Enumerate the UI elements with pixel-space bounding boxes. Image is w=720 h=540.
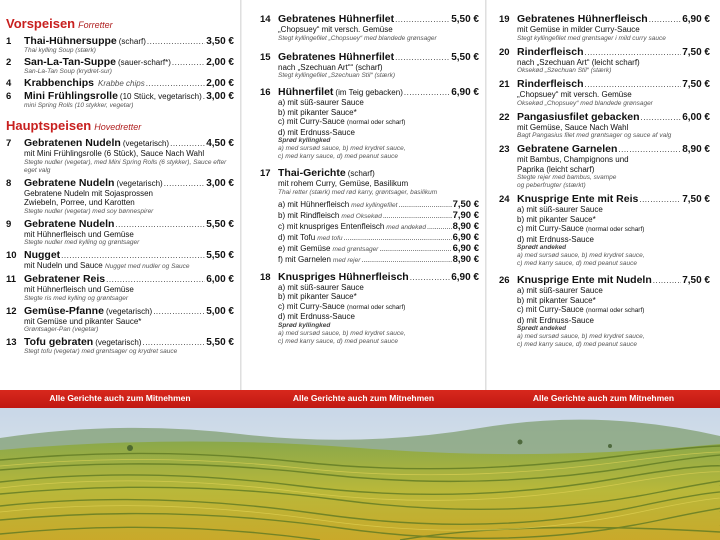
menu-option: c) mit knuspriges Entenfleisch med andekød ..... 8,90 €	[278, 222, 479, 233]
menu-item: 13 Tofu gebraten (vegetarisch) ..... 5,50 € Stegt tofu (vegetar) med grøntsager og krydret sauce	[6, 337, 234, 356]
banner-text: Alle Gerichte auch zum Mitnehmen	[49, 393, 191, 403]
menu-item: 1 Thai-Hühnersuppe (scharf) ..... 3,50 € Thai kylling Soup (stærk)	[6, 36, 234, 55]
section-heading-hauptspeisen: Hauptspeisen Hovedretter	[6, 118, 142, 133]
menu-item: 2 San-La-Tan-Suppe (sauer-scharf*) ..... 2,00 € San-La-Tan Soup (krydret-sur)	[6, 57, 234, 76]
menu-item: 4 Krabbenchips Krabbe chips ..... 2,00 €	[6, 78, 234, 89]
rice-terrace-photo	[0, 408, 720, 540]
menu-item: 14 Gebratenes Hühnerfilet ..... 5,50 € „Chopsuey“ mit versch. Gemüse Stegt kyllingefilet „Chopsuey“ med blandede grønsager	[260, 14, 479, 43]
section-heading-vorspeisen: Vorspeisen Forretter	[6, 16, 113, 31]
menu-item: 18 Knuspriges Hühnerfleisch ..... 6,90 € a) mit süß-saurer Sauce b) mit pikanter Sauce* c) mit Curry-Sauce (normal oder scharf) d) mit Erdnuss-Sauce Sprød kyllingked a) med sursød sauce, b) med krydret sauce, c) med karry sauce, d) med peanut sauce	[260, 272, 479, 346]
banner-text: Alle Gerichte auch zum Mitnehmen	[532, 393, 675, 403]
menu-item: 11 Gebratener Reis ..... 6,00 € mit Hühnerfleisch und Gemüse Stegte ris med kylling og grøntsager	[6, 274, 234, 303]
menu-item: 9 Gebratene Nudeln ..... 5,50 € mit Hühnerfleisch und Gemüse Stegte nudler med kylling og grøntsager	[6, 219, 234, 248]
menu-item: 20 Rinderfleisch ..... 7,50 € nach „Szechuan Art“ (leicht scharf) Oksekød „Szechuan Stil“ (stærk)	[499, 47, 710, 76]
menu-item: 16 Hühnerfilet (im Teig gebacken) ..... 6,90 € a) mit süß-saurer Sauce b) mit pikanter Sauce* c) mit Curry-Sauce (normal oder scharf) d) mit Erdnuss-Sauce Sprød kyllingked a) med sursød sauce, b) med krydret sauce, c) med karry sauce, d) med peanut sauce	[260, 87, 479, 161]
menu-option: b) mit Rindfleisch med Oksekød ..... 7,90 €	[278, 211, 479, 222]
menu-item: 10 Nugget ..... 5,50 € mit Nudeln und Sauce Nugget med nudler og Sauce	[6, 250, 234, 271]
menu-option: f) mit Garnelen med rejer ..... 8,90 €	[278, 255, 479, 266]
menu-item: 19 Gebratenes Hühnerfleisch ..... 6,90 € mit Gemüse in milder Curry-Sauce Stegt kyllingefilet med grøntsager i mild curry sauce	[499, 14, 710, 43]
menu-item: 8 Gebratene Nudeln (vegetarisch) ..... 3,00 € Gebratene Nudeln mit Sojasprossen Zwiebeln, Porree, und Karotten Stegte nudler (vegetar) med soy bønnespirer	[6, 178, 234, 216]
menu-item: 24 Knusprige Ente mit Reis ..... 7,50 € a) mit süß-saurer Sauce b) mit pikanter Sauce* c) mit Curry-Sauce (normal oder scharf) d) mit Erdnuss-Sauce Sprødt andeked a) med sursød sauce, b) med krydret sauce, c) med karry sauce, d) med peanut sauce	[499, 194, 710, 268]
menu-column-right	[487, 0, 720, 390]
menu-option: d) mit Tofu med tofu ..... 6,90 €	[278, 233, 479, 244]
menu-item: 22 Pangasiusfilet gebacken ..... 6,00 € mit Gemüse, Sauce Nach Wahl Bagt Pangasius filet med grøntsager og sauce af valg	[499, 112, 710, 141]
menu-item: 15 Gebratenes Hühnerfilet ..... 5,50 € nach „Szechuan Art““ (scharf) Stegt kyllingefilet „Szechuan Stil“ (stærk)	[260, 52, 479, 81]
menu-column-left	[0, 0, 240, 390]
menu-item: 7 Gebratenen Nudeln (vegetarisch) ..... 4,50 € mit Mini Frühlingsrolle (6 Stück), Sauce Nach Wahl Stegte nudler (vegetar), med Mini Spring Rolls (6 stykker), Sauce efter eget valg	[6, 138, 234, 175]
menu-item: 23 Gebratene Garnelen ..... 8,90 € mit Bambus, Champignons und Paprika (leicht scharf) Stegte rejer med bambus, svampe og peberfrugter (stærkt)	[499, 144, 710, 190]
menu-item: 17 Thai-Gerichte (scharf) mit rohem Curry, Gemüse, Basilikum Thai retter (stærk) med rød karry, grøntsager, basilikum a) mit Hühnerfleisch med kyllingefilet ..... 7,50 € b) mit Rindfleisch med Oksekød ..... 7,90 € c) mit knuspriges Entenfleisch med andekød ..... 8,90 € d) mit Tofu med tofu ..... 6,90 € e) mit Gemüse med grøntsager ..... 6,90 € f) mit Garnelen med rejer ..... 8,90 €	[260, 168, 479, 266]
menu-column-middle	[242, 0, 485, 390]
menu-option: e) mit Gemüse med grøntsager ..... 6,90 €	[278, 244, 479, 255]
takeaway-banner	[0, 390, 720, 408]
menu-item: 6 Mini Frühlingsrolle (10 Stück, vegetarisch) ..... 3,00 € mini Spring Rolls (10 stykker, vegetar)	[6, 91, 234, 110]
menu-item: 12 Gemüse-Pfanne (vegetarisch) ..... 5,00 € mit Gemüse und pikanter Sauce* Grøntsager-Pan (vegetar)	[6, 306, 234, 335]
menu-item: 26 Knusprige Ente mit Nudeln ..... 7,50 € a) mit süß-saurer Sauce b) mit pikanter Sauce* c) mit Curry-Sauce (normal oder scharf) d) mit Erdnuss-Sauce Sprødt andeked a) med sursød sauce, b) med krydret sauce, c) med karry sauce, d) med peanut sauce	[499, 275, 710, 349]
banner-text: Alle Gerichte auch zum Mitnehmen	[292, 393, 435, 403]
rice-terrace-image	[0, 408, 720, 540]
menu-item: 21 Rinderfleisch ..... 7,50 € „Chopsuey“ mit versch. Gemüse Oksekød „Chopsuey“ med blandede grønsager	[499, 79, 710, 108]
menu-option: a) mit Hühnerfleisch med kyllingefilet ..... 7,50 €	[278, 200, 479, 211]
